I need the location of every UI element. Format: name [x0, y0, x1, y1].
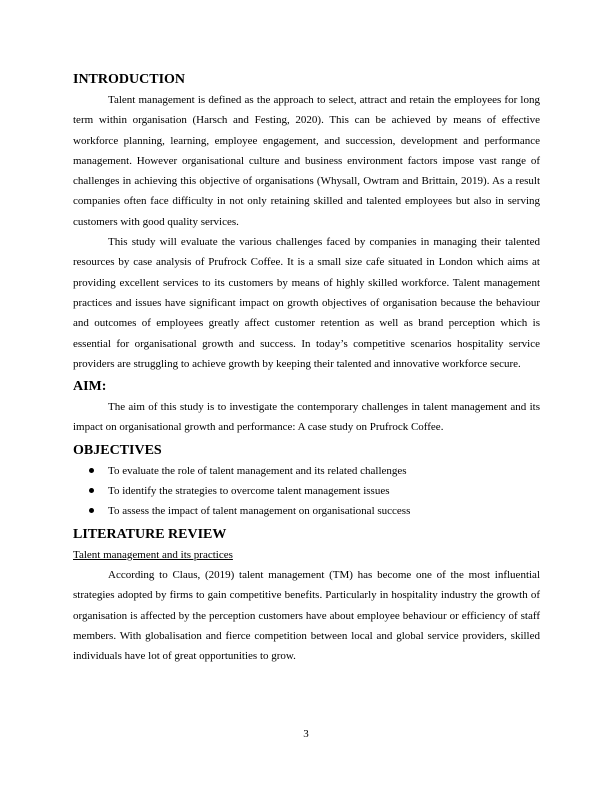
bullet-icon [89, 508, 94, 513]
objective-item-2 [73, 481, 540, 501]
introduction-paragraph-1: Talent management is defined as the approach to select, attract and retain the employees for long term within organisation (Harsch and Festing, 2020). This can be achieved by means of effective workforce planning, learning, employee engagement, and succession, development and performance management. However organisational culture and business environment factors impose vast range of challenges in achieving this objective of organisations (Whysall, Owtram and Brittain, 2019). As a result companies often face difficulty in not only retaining skilled and talented employees but also in serving customers with good quality services. [73, 94, 540, 228]
objective-text: To evaluate the role of talent management and its related challenges [108, 464, 407, 477]
aim-heading: AIM: [73, 379, 107, 395]
bullet-icon [89, 488, 94, 493]
introduction-heading: INTRODUCTION [73, 72, 186, 87]
aim-paragraph: The aim of this study is to investigate the contemporary challenges in talent management and its impact on organisational growth and performance: A case study on Prufrock Coffee. [73, 401, 540, 434]
bullet-icon [89, 468, 94, 473]
objective-text: To identify the strategies to overcome talent management issues [108, 485, 390, 498]
objective-item-3 [73, 501, 540, 521]
literature-review-heading: LITERATURE REVIEW [73, 526, 227, 542]
introduction-paragraph-2: This study will evaluate the various challenges faced by companies in managing their talented resources by case analysis of Prufrock Coffee. It is a small size cafe situated in London which aims at providing excellent services to its customers by means of highly skilled workforce. Talent management practices and issues have significant impact on growth objectives of organisation because the behaviour and outcomes of employees greatly affect customer retention as well as brand perception which is essential for organisational growth and success. In today’s competitive scenarios hospitality service providers are struggling to achieve growth by keeping their talented and innovative workforce secure. [73, 236, 540, 370]
objective-text: To assess the impact of talent management on organisational success [108, 505, 411, 518]
objectives-list [73, 461, 540, 522]
objective-item-1 [73, 461, 540, 481]
document-page [73, 70, 540, 666]
objectives-heading: OBJECTIVES [73, 442, 162, 458]
literature-review-paragraph: According to Claus, (2019) talent management (TM) has become one of the most influential strategies adopted by firms to gain competitive benefits. Particularly in hospitality industry the growth of organisation is affected by the perception customers have about employee behaviour or efficiency of staff members. With globalisation and fierce competition between local and global service providers, skilled individuals have lot of great opportunities to grow. [73, 568, 540, 663]
page-number: 3 [303, 728, 309, 740]
literature-review-subheading: Talent management and its practices [73, 548, 233, 561]
